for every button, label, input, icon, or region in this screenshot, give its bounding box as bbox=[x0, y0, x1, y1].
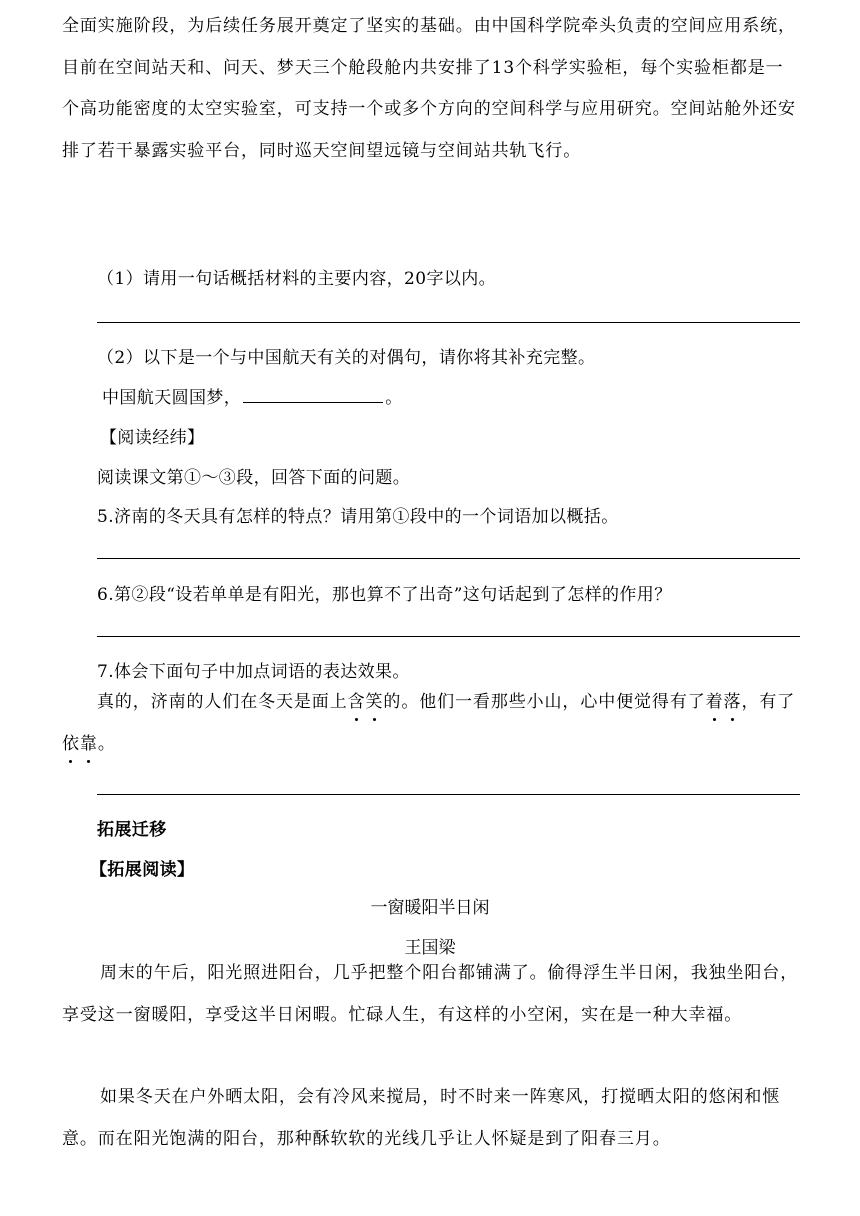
question-4-1: （1）请用一句话概括材料的主要内容，20字以内。 bbox=[97, 269, 497, 289]
question-4-2: （2）以下是一个与中国航天有关的对偶句，请你将其补充完整。 bbox=[97, 348, 596, 368]
answer-line-4-1 bbox=[97, 322, 800, 323]
reading-instruction: 阅读课文第①～③段，回答下面的问题。 bbox=[97, 468, 411, 488]
dotted-word-yikao: 依靠 bbox=[62, 733, 98, 754]
question-7: 7.体会下面句子中加点词语的表达效果。 bbox=[97, 662, 410, 682]
section-heading-reading: 【阅读经纬】 bbox=[100, 428, 205, 448]
couplet-end-punct: 。 bbox=[385, 388, 403, 408]
dotted-word-hanxiao: 含笑 bbox=[347, 692, 384, 712]
couplet-fill-in bbox=[102, 383, 403, 408]
article-title: 一窗暖阳半日闲 bbox=[370, 898, 490, 918]
question-5: 5.济南的冬天具有怎样的特点？请用第①段中的一个词语加以概括。 bbox=[97, 507, 619, 527]
question-7-sentence: 真的，济南的人们在冬天是面上含笑的。他们一看那些小山，心中便觉得有了着落，有了依靠。 bbox=[62, 692, 796, 754]
couplet-first-half: 中国航天圆国梦， bbox=[102, 388, 242, 408]
question-6: 6.第②段“设若单单是有阳光，那也算不了出奇”这句话起到了怎样的作用？ bbox=[97, 585, 672, 605]
article-paragraph-2: 如果冬天在户外晒太阳，会有冷风来搅局，时不时来一阵寒风，打搅晒太阳的悠闲和惬意。而在阳光饱满的阳台，那种酥软软的光线几乎让人怀疑是到了阳春三月。 bbox=[62, 1087, 781, 1149]
answer-line-7 bbox=[97, 794, 800, 795]
article-author: 王国梁 bbox=[404, 938, 456, 958]
answer-line-6 bbox=[97, 636, 800, 637]
material-paragraph: 全面实施阶段，为后续任务展开奠定了坚实的基础。由中国科学院牵头负责的空间应用系统，目前在空间站天和、问天、梦天三个舱段舱内共安排了13个科学实验柜，每个实验柜都是一个高功能密度的太空实验室，可支持一个或多个方向的空间科学与应用研究。空间站舱外还安排了若干暴露实验平台，同时巡天空间望远镜与空间站共轨飞行。 bbox=[62, 16, 796, 161]
couplet-blank bbox=[243, 388, 383, 403]
answer-line-5 bbox=[97, 558, 800, 559]
article-paragraph-1: 周末的午后，阳光照进阳台，几乎把整个阳台都铺满了。偷得浮生半日闲，我独坐阳台，享受这一窗暖阳，享受这半日闲暇。忙碌人生，有这样的小空闲，实在是一种大幸福。 bbox=[62, 963, 799, 1025]
section-heading-extended-reading: 【拓展阅读】 bbox=[90, 860, 195, 880]
section-heading-extension: 拓展迁移 bbox=[97, 820, 167, 840]
dotted-word-zhuoluo: 着落 bbox=[705, 692, 742, 712]
